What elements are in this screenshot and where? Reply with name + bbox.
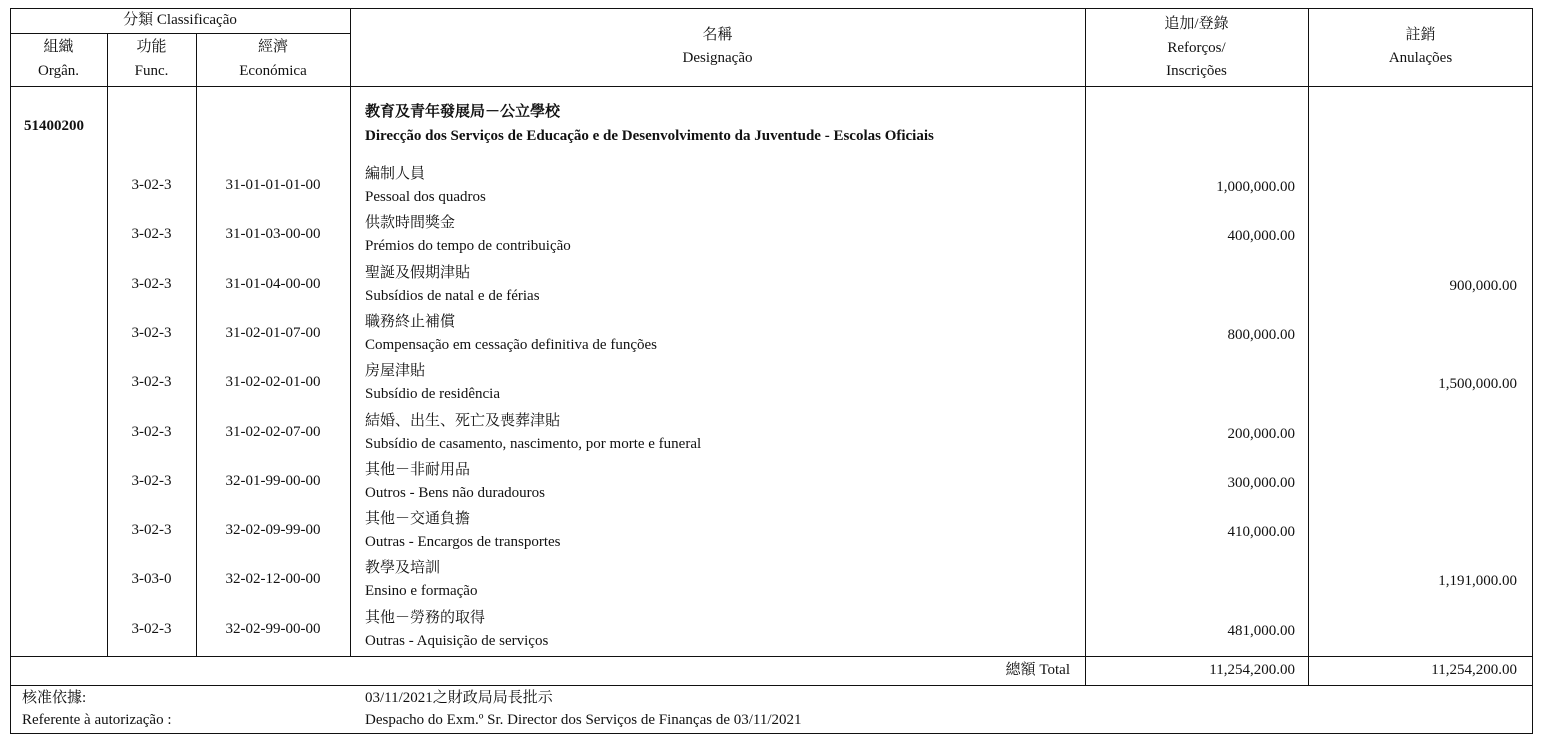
row-cancel-amount: 1,500,000.00 — [1438, 376, 1517, 393]
row-name-zh: 其他－非耐用品 — [365, 461, 471, 478]
row-name-pt: Prémios do tempo de contribuição — [365, 238, 571, 255]
organ-header-pt: Orgân. — [38, 63, 79, 79]
reinforce-header-zh: 追加/登錄 — [1164, 16, 1229, 32]
row-name-pt: Subsídio de residência — [365, 386, 500, 403]
row-name-pt: Ensino e formação — [365, 583, 478, 600]
row-name-pt: Subsídios de natal e de férias — [365, 287, 540, 304]
row-name-pt: Subsídio de casamento, nascimento, por morte e funeral — [365, 435, 702, 452]
row-func-code: 3-02-3 — [131, 374, 172, 391]
col-divider-organ — [107, 33, 108, 656]
row-econ-code: 31-01-01-01-00 — [225, 177, 321, 193]
row-cancel-amount: 1,191,000.00 — [1438, 573, 1517, 590]
classification-header: 分類 Classificação — [123, 12, 237, 28]
row-name-pt: Outros - Bens não duradouros — [365, 484, 545, 501]
row-reinforce-amount: 481,000.00 — [1227, 622, 1295, 639]
col-divider-econ — [350, 8, 351, 656]
row-name-zh: 結婚、出生、死亡及喪葬津貼 — [365, 412, 561, 429]
row-cancel-amount: 900,000.00 — [1449, 277, 1517, 294]
header-divider — [10, 86, 1533, 87]
row-name-zh: 其他－勞務的取得 — [365, 609, 486, 626]
row-func-code: 3-02-3 — [131, 423, 172, 440]
row-econ-code: 31-02-02-07-00 — [225, 423, 321, 440]
entity-name-pt: Direcção dos Serviços de Educação e de Desenvolvimento da Juventude - Escolas Oficiais — [365, 128, 934, 144]
designation-header-zh: 名稱 — [702, 27, 733, 43]
row-reinforce-amount: 1,000,000.00 — [1216, 179, 1295, 195]
row-reinforce-amount: 800,000.00 — [1227, 326, 1295, 343]
footer-divider — [10, 685, 1533, 686]
reinforce-header-pt1: Reforços/ — [1167, 40, 1226, 56]
entity-name-zh: 教育及青年發展局－公立學校 — [365, 104, 561, 120]
total-divider — [10, 656, 1533, 657]
row-name-zh: 房屋津貼 — [365, 363, 426, 380]
row-name-pt: Outras - Aquisição de serviços — [365, 632, 549, 649]
row-econ-code: 31-01-03-00-00 — [225, 226, 321, 243]
cancel-header-zh: 註銷 — [1405, 27, 1436, 43]
row-func-code: 3-02-3 — [131, 620, 172, 637]
row-econ-code: 31-02-01-07-00 — [225, 324, 321, 341]
func-header-pt: Func. — [134, 63, 169, 79]
row-econ-code: 32-02-09-99-00 — [225, 522, 321, 539]
row-name-zh: 聖誕及假期津貼 — [365, 264, 471, 281]
row-name-zh: 其他－交通負擔 — [365, 511, 471, 528]
total-cancel: 11,254,200.00 — [1431, 662, 1517, 678]
cancel-header-pt: Anulações — [1388, 50, 1453, 66]
row-name-zh: 編制人員 — [365, 166, 426, 182]
row-econ-code: 31-01-04-00-00 — [225, 275, 321, 292]
row-func-code: 3-03-0 — [131, 571, 172, 588]
basis-label-pt: Referente à autorização : — [22, 712, 172, 728]
row-func-code: 3-02-3 — [131, 472, 172, 489]
row-name-zh: 職務終止補償 — [365, 313, 456, 330]
row-reinforce-amount: 400,000.00 — [1227, 228, 1295, 245]
basis-label-zh: 核准依據: — [22, 690, 87, 706]
row-func-code: 3-02-3 — [131, 177, 172, 193]
classification-underline — [10, 33, 350, 34]
row-reinforce-amount: 410,000.00 — [1227, 524, 1295, 541]
row-func-code: 3-02-3 — [131, 324, 172, 341]
row-name-zh: 供款時間獎金 — [365, 215, 456, 232]
total-label: 總額 Total — [1005, 662, 1070, 678]
designation-header-pt: Designação — [682, 50, 753, 66]
despacho-zh: 03/11/2021之財政局局長批示 — [365, 690, 553, 706]
col-divider-designation — [1085, 8, 1086, 685]
organ-code: 51400200 — [24, 118, 84, 134]
row-name-zh: 教學及培訓 — [365, 560, 441, 577]
col-divider-func — [196, 33, 197, 656]
row-func-code: 3-02-3 — [131, 522, 172, 539]
row-name-pt: Outras - Encargos de transportes — [365, 534, 561, 551]
total-reinforce: 11,254,200.00 — [1209, 662, 1295, 678]
row-reinforce-amount: 200,000.00 — [1227, 425, 1295, 442]
econ-header-zh: 經濟 — [257, 39, 288, 55]
row-econ-code: 32-02-12-00-00 — [225, 571, 321, 588]
row-func-code: 3-02-3 — [131, 226, 172, 243]
row-reinforce-amount: 300,000.00 — [1227, 474, 1295, 491]
reinforce-header-pt2: Inscrições — [1166, 63, 1227, 79]
row-name-pt: Compensação em cessação definitiva de funções — [365, 336, 657, 353]
row-name-pt: Pessoal dos quadros — [365, 189, 486, 205]
row-func-code: 3-02-3 — [131, 275, 172, 292]
func-header-zh: 功能 — [136, 39, 167, 55]
row-econ-code: 32-01-99-00-00 — [225, 472, 321, 489]
organ-header-zh: 組織 — [43, 39, 74, 55]
row-econ-code: 31-02-02-01-00 — [225, 374, 321, 391]
econ-header-pt: Económica — [239, 63, 307, 79]
row-econ-code: 32-02-99-00-00 — [225, 620, 321, 637]
despacho-pt: Despacho do Exm.º Sr. Director dos Serviços de Finanças de 03/11/2021 — [365, 712, 802, 728]
